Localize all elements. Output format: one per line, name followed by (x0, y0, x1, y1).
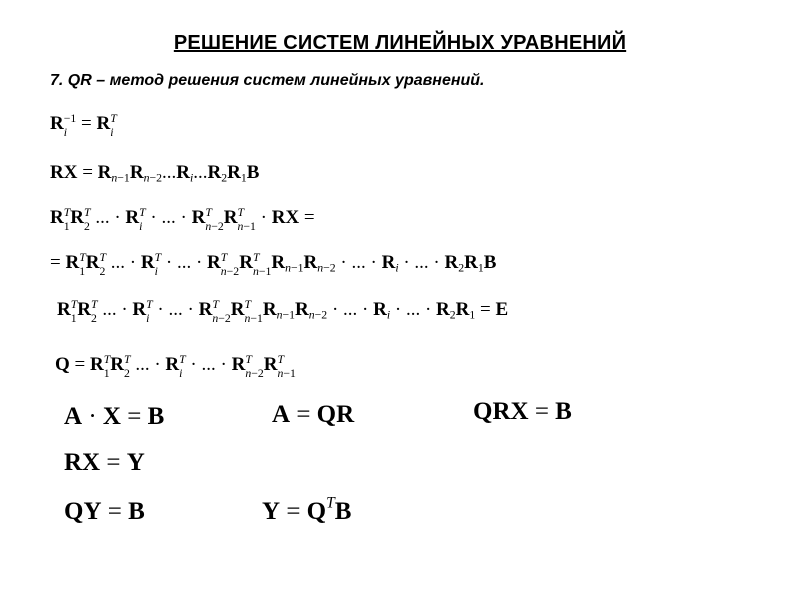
formula-qrx-b: QRX = B (473, 398, 572, 425)
formula-y-qtb: $Y = Q^TB$ (262, 494, 352, 525)
formula-rx-product: RX = $R_{n-1}R_{n-2}...R_i...R_2R_1B$ (50, 162, 260, 185)
formula-a-qr: A = QR (272, 401, 355, 428)
page-title: РЕШЕНИЕ СИСТЕМ ЛИНЕЙНЫХ УРАВНЕНИЙ (173, 32, 627, 54)
formula-q-definition: Q = R T 1 R T 2 ... · R T i · ... · R T n−2 R T n−1 (55, 353, 296, 380)
formula-ax-b: A · X = B (64, 403, 165, 430)
formula-qy-b: QY = B (64, 498, 145, 525)
section-subtitle: 7. QR – метод решения систем линейных уравнений. (50, 72, 485, 89)
formula-identity: R T 1 R T 2 ... · R T i · ... · R T n−2 R T n−1 $R_{n-1}R_{n-2}$ · ... · $R_i$ · ... · $R_2R_1 = E$ (57, 298, 509, 325)
formula-expanded-product: = R T 1 R T 2 ... · R T i · ... · R T n−2 R T n−1 $R_{n-1}R_{n-2}$ · ... · $R_i$ · ... · $R_2R_1B$ (50, 251, 497, 278)
formula-transpose-multiply: R T 1 R T 2 ... · R T i · ... · R T n−2 R T n−1 · RX = (50, 206, 315, 233)
formula-rx-y: RX = Y (64, 449, 145, 476)
formula-orthogonality: R −1 i = R T i (50, 112, 117, 139)
